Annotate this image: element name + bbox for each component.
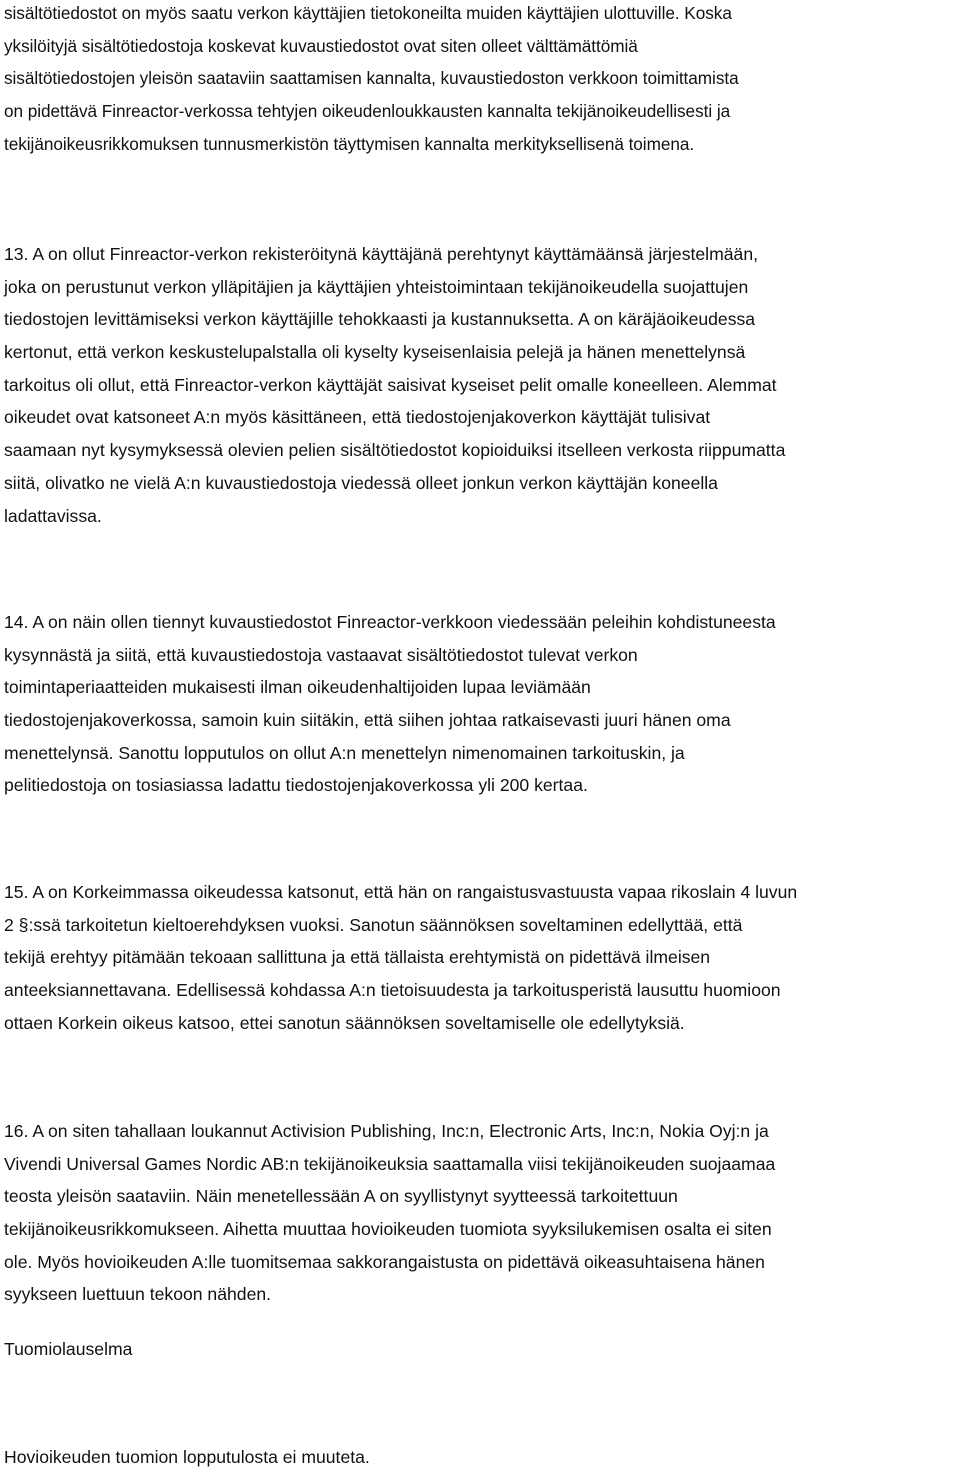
text-line: teosta yleisön saataviin. Näin menetellessään A on syyllistynyt syytteessä tarkoitettuun bbox=[4, 1186, 678, 1207]
text-line: sisältötiedostojen yleisön saataviin saattamisen kannalta, kuvaustiedoston verkkoon toimittamista bbox=[4, 68, 739, 89]
text-line: sisältötiedostot on myös saatu verkon käyttäjien tietokoneilta muiden käyttäjien ulottuville. Koska bbox=[4, 3, 732, 23]
text-line: 15. A on Korkeimmassa oikeudessa katsonut, että hän on rangaistusvastuusta vapaa rikoslain 4 luvun bbox=[4, 882, 798, 902]
text-line: yksilöityjä sisältötiedostoja koskevat kuvaustiedostot ovat siten olleet välttämättömiä bbox=[4, 35, 638, 56]
text-line: syykseen luettuun tekoon nähden. bbox=[4, 1284, 272, 1305]
text-line: ottaen Korkein oikeus katsoo, ettei sanotun säännöksen soveltamiselle ole edellytyksiä. bbox=[4, 1012, 685, 1033]
text-line: siitä, olivatko ne vielä A:n kuvaustiedostoja viedessä olleet jonkun verkon käyttäjän koneella bbox=[4, 472, 718, 493]
text-line: kysynnästä ja siitä, että kuvaustiedostoja vastaavat sisältötiedostot tulevat verkon bbox=[4, 644, 638, 665]
text-line: tiedostojenjakoverkossa, samoin kuin siitäkin, että siihen johtaa ratkaisevasti juuri hänen oma bbox=[4, 710, 731, 731]
text-line: 14. A on näin ollen tiennyt kuvaustiedostot Finreactor-verkkoon viedessään peleihin kohdistuneesta bbox=[4, 612, 776, 632]
text-line: 13. A on ollut Finreactor-verkon rekisteröitynä käyttäjänä perehtynyt käyttämäänsä järjestelmään, bbox=[4, 244, 758, 264]
intro-paragraph bbox=[4, 0, 739, 160]
text-line: kertonut, että verkon keskustelupalstalla oli kyselty kyseisenlaisia pelejä ja hänen menettelynsä bbox=[4, 342, 746, 363]
section-heading: Tuomiolauselma bbox=[4, 1339, 133, 1359]
text-line: on pidettävä Finreactor-verkossa tehtyjen oikeudenloukkausten kannalta tekijänoikeudellisesti ja bbox=[4, 101, 731, 122]
text-line: tarkoitus oli ollut, että Finreactor-verkon käyttäjät saisivat kyseiset pelit omalle koneelleen. Alemmat bbox=[4, 374, 777, 395]
text-line: tekijänoikeusrikkomuksen tunnusmerkistön täyttymisen kannalta merkityksellisenä toimena. bbox=[4, 133, 695, 154]
text-line: 2 §:ssä tarkoitetun kieltoerehdyksen vuoksi. Sanotun säännöksen soveltaminen edellyttää, että bbox=[4, 914, 743, 935]
paragraph-15 bbox=[4, 876, 797, 1039]
text-line: menettelynsä. Sanottu lopputulos on ollut A:n menettelyn nimenomainen tarkoituskin, ja bbox=[4, 742, 685, 763]
text-line: ole. Myös hovioikeuden A:lle tuomitsemaa sakkorangaistusta on pidettävä oikeasuhtaisena hänen bbox=[4, 1251, 765, 1272]
text-line: anteeksiannettavana. Edellisessä kohdassa A:n tietoisuudesta ja tarkoitusperistä lausuttu huomioon bbox=[4, 980, 781, 1001]
verdict-heading bbox=[4, 1333, 132, 1366]
text-line: tekijä erehtyy pitämään tekoaan sallittuna ja että tällaista erehtymistä on pidettävä ilmeisen bbox=[4, 947, 711, 968]
text-line: Hovioikeuden tuomion lopputulosta ei muuteta. bbox=[4, 1447, 370, 1467]
text-line: ladattavissa. bbox=[4, 505, 102, 526]
final-statement bbox=[4, 1441, 370, 1474]
text-line: pelitiedostoja on tosiasiassa ladattu tiedostojenjakoverkossa yli 200 kertaa. bbox=[4, 775, 588, 796]
text-line: joka on perustunut verkon ylläpitäjien ja käyttäjien yhteistoimintaan tekijänoikeudella suojattujen bbox=[4, 276, 749, 297]
text-line: oikeudet ovat katsoneet A:n myös käsittäneen, että tiedostojenjakoverkon käyttäjät tulisivat bbox=[4, 407, 711, 428]
text-line: Vivendi Universal Games Nordic AB:n tekijänoikeuksia saattamalla viisi tekijänoikeuden suojaamaa bbox=[4, 1153, 776, 1174]
paragraph-14 bbox=[4, 606, 776, 802]
paragraph-16 bbox=[4, 1115, 775, 1311]
text-line: tekijänoikeusrikkomukseen. Aihetta muuttaa hovioikeuden tuomiota syyksilukemisen osalta ei siten bbox=[4, 1219, 772, 1240]
text-line: tiedostojen levittämiseksi verkon käyttäjille tehokkaasti ja kustannuksetta. A on käräjäoikeudessa bbox=[4, 309, 756, 330]
text-line: saamaan nyt kysymyksessä olevien pelien sisältötiedostot kopioiduiksi itselleen verkosta riippumatta bbox=[4, 440, 786, 461]
text-line: 16. A on siten tahallaan loukannut Activision Publishing, Inc:n, Electronic Arts, Inc:n, Nokia Oyj:n ja bbox=[4, 1121, 769, 1141]
paragraph-13 bbox=[4, 238, 785, 532]
text-line: toimintaperiaatteiden mukaisesti ilman oikeudenhaltijoiden lupaa leviämään bbox=[4, 677, 591, 698]
